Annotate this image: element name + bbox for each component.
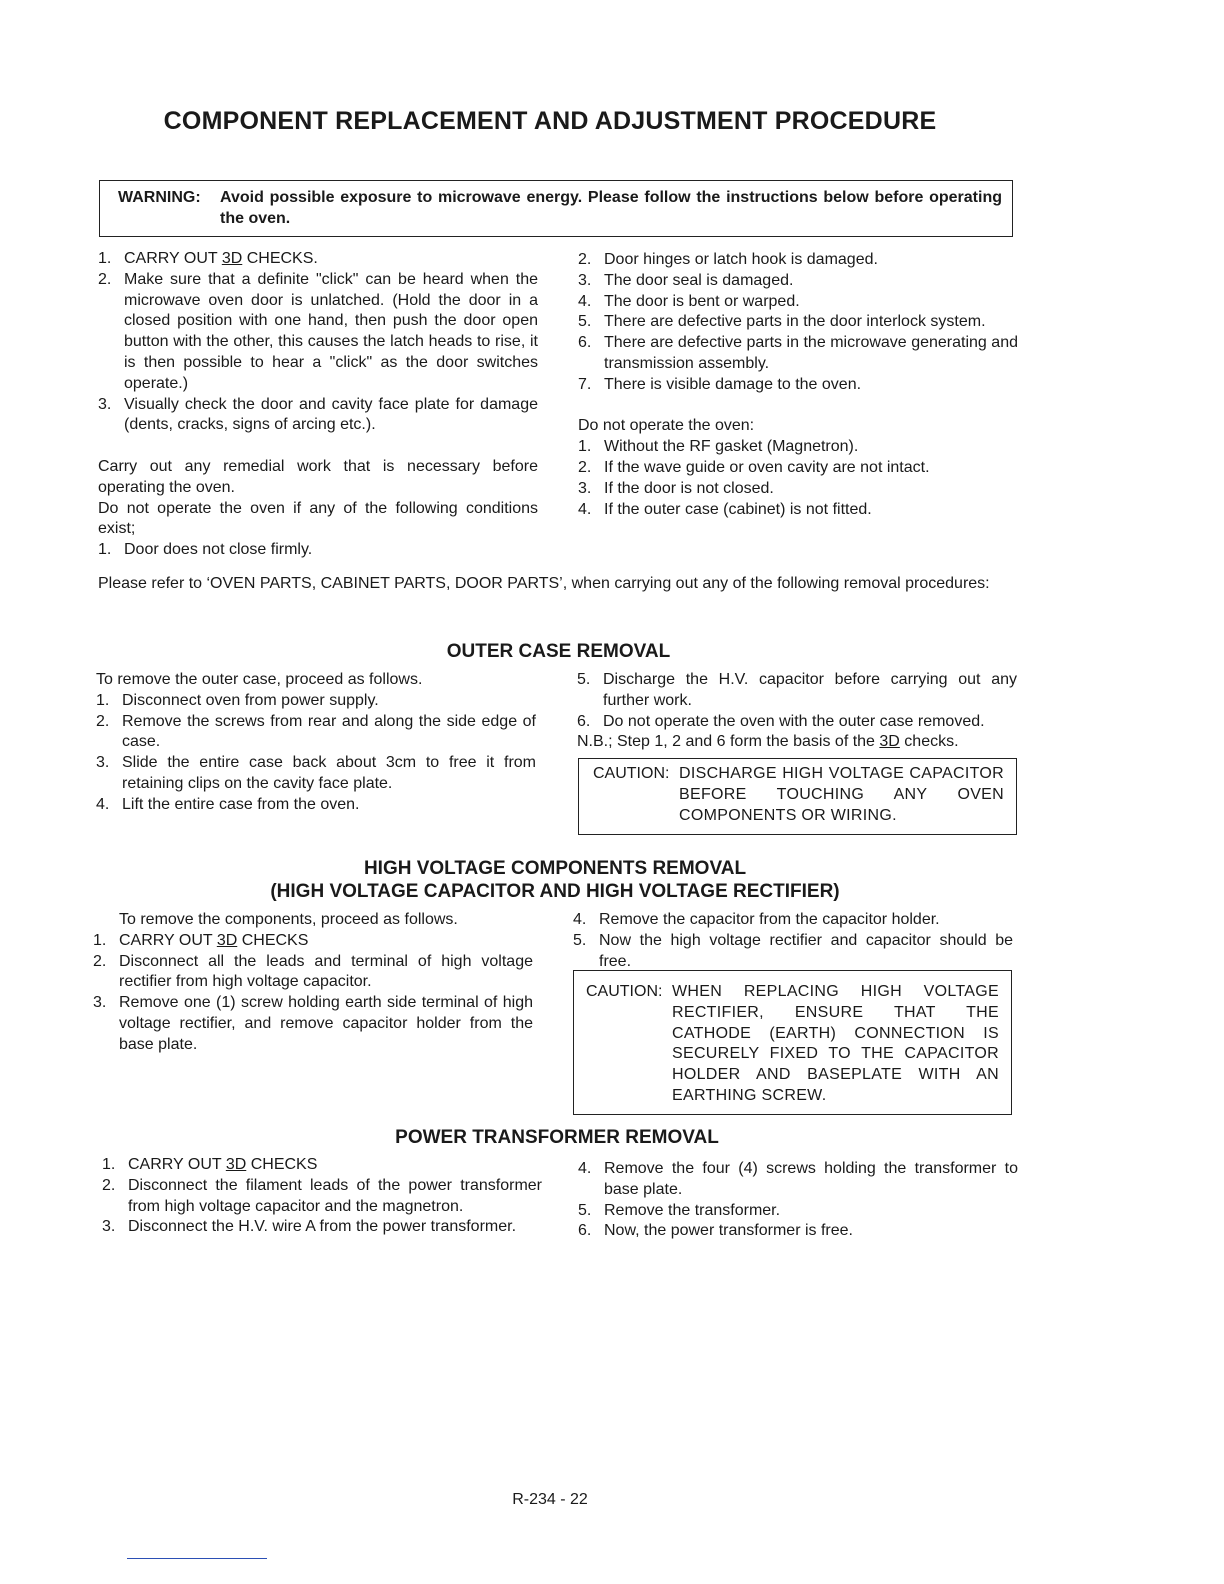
item-number: 3. xyxy=(578,271,592,289)
list-item xyxy=(98,249,538,270)
hv-steps-continued xyxy=(573,910,1013,972)
item-text: Now the high voltage rectifier and capacitor should be free. xyxy=(599,931,1013,970)
item-number: 1. xyxy=(96,691,110,709)
item-text: Do not operate the oven with the outer case removed. xyxy=(603,712,985,730)
item-number: 6. xyxy=(577,712,591,730)
outer-case-steps-continued xyxy=(577,670,1017,732)
list-item xyxy=(578,1159,1018,1201)
item-number: 1. xyxy=(578,438,592,456)
list-item xyxy=(578,458,1018,479)
list-item xyxy=(93,952,533,994)
item-number: 7. xyxy=(578,375,592,393)
list-item xyxy=(102,1176,542,1218)
item-text: Visually check the door and cavity face plate for damage (dents, cracks, signs of arcing etc.). xyxy=(124,395,538,434)
conditions-list xyxy=(98,540,538,561)
list-item xyxy=(578,271,1018,292)
item-number: 5. xyxy=(577,671,591,688)
item-text: If the wave guide or oven cavity are not intact. xyxy=(604,458,930,476)
item-text: If the door is not closed. xyxy=(604,479,774,497)
transformer-left-column xyxy=(102,1155,542,1238)
3d-checks-ref: 3D xyxy=(221,250,243,267)
item-text: CARRY OUT xyxy=(124,250,222,267)
item-text: There are defective parts in the microwave generating and transmission assembly. xyxy=(604,334,1018,372)
transformer-steps xyxy=(102,1155,542,1176)
item-text: Now, the power transformer is free. xyxy=(604,1222,853,1240)
item-number: 4. xyxy=(573,911,587,928)
list-item xyxy=(96,691,536,712)
intro-left-column xyxy=(98,249,538,561)
transformer-heading: POWER TRANSFORMER REMOVAL xyxy=(395,1127,719,1148)
check-list xyxy=(98,249,538,436)
item-number: 4. xyxy=(578,500,592,518)
hv-heading: HIGH VOLTAGE COMPONENTS REMOVAL xyxy=(363,858,747,879)
nb-text: checks. xyxy=(899,733,959,751)
item-text: Lift the entire case from the oven. xyxy=(122,795,360,813)
hv-steps-more xyxy=(93,952,533,1056)
list-item xyxy=(578,437,1018,458)
3d-checks-ref: 3D xyxy=(225,1156,247,1173)
list-item xyxy=(102,1217,542,1238)
item-text: If the outer case (cabinet) is not fitted. xyxy=(604,500,872,518)
item-text: Remove the transformer. xyxy=(604,1201,781,1219)
item-number: 3. xyxy=(102,1218,116,1236)
warning-text: Avoid possible exposure to microwave energy. Please follow the instructions below before operating the oven. xyxy=(220,189,1002,227)
item-number: 3. xyxy=(96,754,110,772)
item-number: 2. xyxy=(102,1176,116,1194)
item-number: 4. xyxy=(96,795,110,813)
item-number: 6. xyxy=(578,334,592,352)
hv-left-column xyxy=(93,910,533,1056)
item-text: Remove the four (4) screws holding the transformer to base plate. xyxy=(604,1160,1018,1198)
outer-case-steps xyxy=(96,691,536,816)
item-number: 2. xyxy=(93,952,107,970)
3d-checks-ref: 3D xyxy=(216,931,238,949)
item-number: 4. xyxy=(578,292,592,310)
page-title: COMPONENT REPLACEMENT AND ADJUSTMENT PROCEDURE xyxy=(163,107,937,135)
outer-case-heading: OUTER CASE REMOVAL xyxy=(446,641,671,662)
item-number: 3. xyxy=(98,395,112,413)
page-number: R-234 - 22 xyxy=(512,1491,588,1508)
transformer-right-column xyxy=(578,1159,1018,1242)
do-not-operate-list xyxy=(578,437,1018,520)
nb-note xyxy=(577,732,1017,753)
item-number: 2. xyxy=(578,458,592,476)
list-item xyxy=(93,931,533,952)
item-number: 1. xyxy=(98,541,112,559)
item-text: There is visible damage to the oven. xyxy=(604,375,862,393)
item-number: 2. xyxy=(96,712,110,730)
do-not-operate-label: Do not operate the oven: xyxy=(578,417,755,435)
caution-text: DISCHARGE HIGH VOLTAGE CAPACITOR BEFORE TOUCHING ANY OVEN COMPONENTS OR WIRING. xyxy=(679,765,1004,824)
nb-text: N.B.; Step 1, 2 and 6 form the basis of the xyxy=(577,733,880,751)
item-number: 5. xyxy=(578,1201,592,1219)
list-item xyxy=(577,670,1017,712)
transformer-steps-more xyxy=(102,1176,542,1238)
item-text: Slide the entire case back about 3cm to free it from retaining clips on the cavity face plate. xyxy=(122,754,536,792)
item-text: Disconnect the H.V. wire A from the power transformer. xyxy=(128,1218,517,1236)
item-text: CHECKS xyxy=(246,1156,318,1173)
item-number: 2. xyxy=(98,270,112,288)
outer-case-caution-box xyxy=(578,758,1017,835)
item-text: Disconnect all the leads and terminal of high voltage rectifier from high voltage capacitor. xyxy=(119,952,533,991)
outer-case-left-column xyxy=(96,670,536,816)
caution-label: CAUTION: xyxy=(586,983,663,1000)
list-item xyxy=(96,712,536,754)
list-item xyxy=(578,333,1018,375)
list-item xyxy=(578,1221,1018,1242)
list-item xyxy=(578,479,1018,500)
remedial-paragraph: Carry out any remedial work that is necessary before operating the oven. xyxy=(98,457,538,496)
hv-subheading: (HIGH VOLTAGE CAPACITOR AND HIGH VOLTAGE RECTIFIER) xyxy=(270,881,840,902)
list-item xyxy=(573,931,1013,973)
list-item xyxy=(93,993,533,1055)
item-text: Remove the screws from rear and along the side edge of case. xyxy=(122,712,536,751)
item-text: Door hinges or latch hook is damaged. xyxy=(604,251,878,268)
list-item xyxy=(98,540,538,561)
item-text: Remove the capacitor from the capacitor holder. xyxy=(599,911,940,928)
item-text: CHECKS xyxy=(237,931,309,949)
list-item xyxy=(578,250,1018,271)
list-item xyxy=(98,395,538,437)
item-number: 5. xyxy=(573,931,587,949)
caution-text: WHEN REPLACING HIGH VOLTAGE RECTIFIER, ENSURE THAT THE CATHODE (EARTH) CONNECTION IS SECURELY FIXED TO THE CAPACITOR HOLDER AND BASEPLATE WITH AN EARTHING SCREW. xyxy=(672,983,999,1104)
list-item xyxy=(578,375,1018,396)
item-text: Discharge the H.V. capacitor before carrying out any further work. xyxy=(603,671,1017,709)
item-number: 1. xyxy=(98,250,112,267)
item-number: 3. xyxy=(578,479,592,497)
list-item xyxy=(102,1155,542,1176)
item-number: 3. xyxy=(93,994,107,1012)
footer-rule xyxy=(127,1558,267,1559)
hv-intro: To remove the components, proceed as follows. xyxy=(119,911,458,928)
list-item xyxy=(578,500,1018,521)
list-item xyxy=(577,712,1017,733)
hv-right-column xyxy=(573,910,1013,972)
intro-right-column xyxy=(578,250,1018,520)
warning-label: WARNING: xyxy=(118,189,201,206)
item-text: Disconnect the filament leads of the power transformer from high voltage capacitor and the magnetron. xyxy=(128,1176,542,1215)
conditions-paragraph: Do not operate the oven if any of the following conditions exist; xyxy=(98,499,538,538)
hv-steps xyxy=(93,931,533,952)
item-text: There are defective parts in the door interlock system. xyxy=(604,313,986,331)
list-item xyxy=(578,312,1018,333)
item-number: 5. xyxy=(578,313,592,331)
item-number: 1. xyxy=(93,931,107,949)
transformer-steps-continued xyxy=(578,1159,1018,1242)
list-item xyxy=(98,270,538,395)
list-item xyxy=(573,910,1013,931)
item-text: The door seal is damaged. xyxy=(604,271,794,289)
item-text: The door is bent or warped. xyxy=(604,292,800,310)
item-number: 1. xyxy=(102,1156,116,1173)
item-text: Make sure that a definite "click" can be heard when the microwave oven door is unlatched. (Hold the door in a closed position with one hand, then push the door open button with the other, this causes the latch heads to rise, it is then possible to hear a "click" as the door switches operate.) xyxy=(124,270,538,392)
item-number: 2. xyxy=(578,251,592,268)
3d-checks-ref: 3D xyxy=(879,733,900,751)
item-text: CARRY OUT xyxy=(128,1156,226,1173)
list-item xyxy=(578,292,1018,313)
hv-caution-box xyxy=(573,970,1012,1115)
item-text: Remove one (1) screw holding earth side terminal of high voltage rectifier, and remove capacitor holder from the base plate. xyxy=(119,994,533,1053)
outer-case-right-column xyxy=(577,670,1017,753)
list-item xyxy=(96,753,536,795)
item-text: Without the RF gasket (Magnetron). xyxy=(604,438,859,456)
item-text: Door does not close firmly. xyxy=(124,541,313,559)
refer-paragraph: Please refer to ‘OVEN PARTS, CABINET PARTS, DOOR PARTS’, when carrying out any of the following removal procedures: xyxy=(98,575,990,592)
item-number: 6. xyxy=(578,1222,592,1240)
caution-label: CAUTION: xyxy=(593,765,670,782)
item-text: CHECKS. xyxy=(242,250,318,267)
conditions-list-continued xyxy=(578,250,1018,396)
list-item xyxy=(96,795,536,816)
list-item xyxy=(578,1201,1018,1222)
item-text: CARRY OUT xyxy=(119,931,217,949)
item-number: 4. xyxy=(578,1160,592,1177)
outer-case-intro: To remove the outer case, proceed as follows. xyxy=(96,671,423,688)
item-text: Disconnect oven from power supply. xyxy=(122,691,379,709)
